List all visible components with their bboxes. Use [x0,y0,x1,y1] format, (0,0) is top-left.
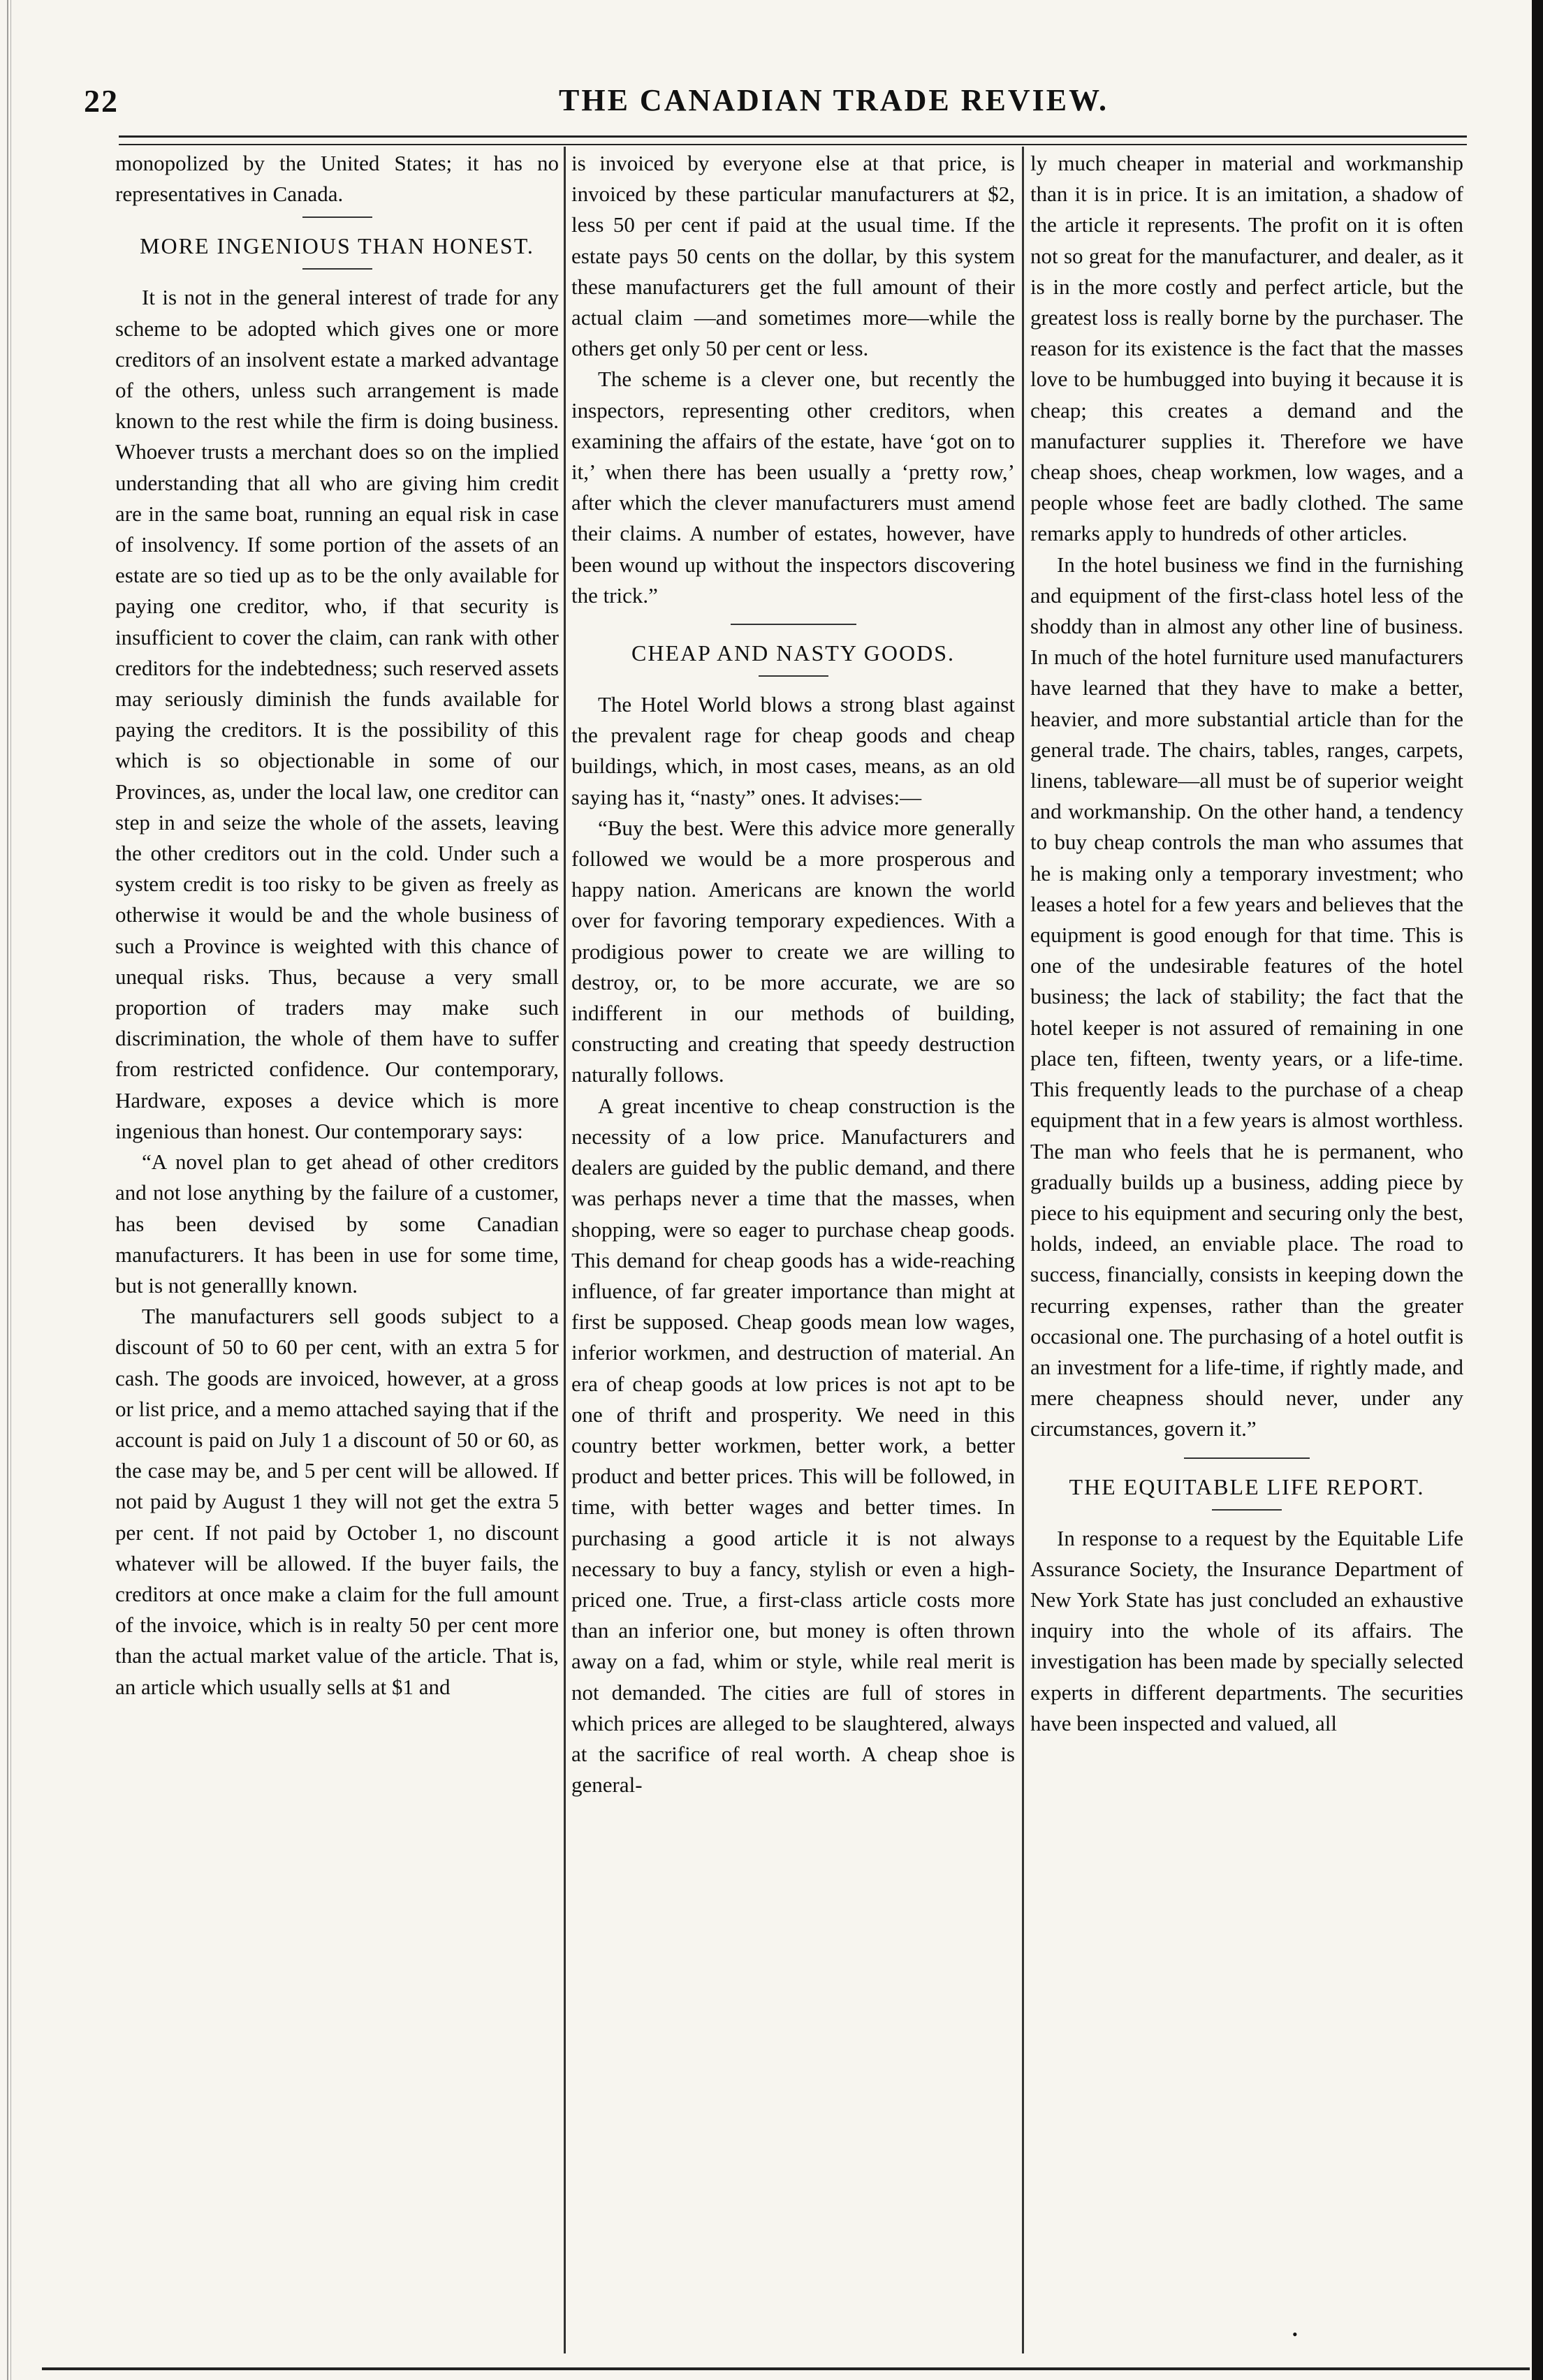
section-rule [302,268,372,270]
section-rule [1212,1509,1282,1511]
scan-right-edge [1532,0,1543,2380]
scan-left-edge [7,0,14,2380]
paragraph: It is not in the general interest of trade for any scheme to be adopted which gives one or more creditors of an insolvent estate a marked advantage of the others, unless such arrangement is made known to the rest while the firm is doing business. Whoever trusts a merchant does so on the implied understanding that all who are giving him credit are in the same boat, running an equal risk in case of insolvency. If some portion of the assets of an estate are so tied up as to be the only available for paying one creditor, who, if that security is insufficient to cover the claim, can rank with other creditors for the indebtedness; such reserved assets may seriously diminish the funds available for paying the creditors. It is the possibility of this which is so objectionable in some of our Provinces, as, under the local law, one creditor can step in and seize the whole of the assets, leaving the other creditors out in the cold. Under such a system credit is too risky to be given as freely as otherwise it would be and the whole business of such a Province is weighted with this chance of unequal risks. Thus, because a very small proportion of traders may make such discrimination, the whole of them have to suffer from restricted confidence. Our contemporary, Hardware, exposes a device which is more ingenious than honest. Our contemporary says: [115,285,559,1143]
page-number: 22 [84,83,119,119]
article-heading-more-ingenious: MORE INGENIOUS THAN HONEST. [140,233,534,259]
paragraph: monopolized by the United States; it has no representatives in Canada. [115,151,559,207]
bottom-rule [42,2367,1530,2370]
section-rule [1184,1457,1310,1459]
publication-title: THE CANADIAN TRADE REVIEW. [559,83,1109,117]
column-2 [571,148,1015,2362]
article-heading-equitable-life: THE EQUITABLE LIFE REPORT. [1069,1474,1425,1499]
paragraph: “Buy the best. Were this advice more generally followed we would be a more prosperous and happy nation. Americans are known the world over for favoring temporary expediences. With a prodigious power to create we are willing to destroy, or, to be more accurate, we are so indifferent in our methods of building, constructing and creating that speedy destruction naturally follows. [571,815,1015,1087]
column-divider [564,147,566,2353]
paragraph: In response to a request by the Equitable Life Assurance Society, the Insurance Department of New York State has just concluded an exhaustive inquiry into the whole of its affairs. The investigation has been made by specially selected experts in different departments. The securities have been inspected and valued, all [1030,1525,1463,1735]
section-rule [759,675,828,677]
section-rule [302,216,372,218]
ornament-mark: • [1292,2326,1298,2343]
section-rule [731,624,856,625]
paragraph: The scheme is a clever one, but recently the inspectors, representing other creditors, when examining the affairs of the estate, have ‘got on to it,’ when there has been usually a ‘pretty row,’ after which the clever manufacturers must amend their claims. A number of estates, however, have been wound up without the inspectors discovering the trick.” [571,367,1015,608]
article-heading-cheap-and-nasty: CHEAP AND NASTY GOODS. [631,640,955,666]
column-3 [1030,148,1463,2362]
header-rule [119,135,1467,145]
column-1 [115,148,559,2362]
page-header [84,82,1474,131]
paragraph: “A novel plan to get ahead of other creditors and not lose anything by the failure of a customer, has been devised by some Canadian manufacturers. It has been in use for some time, but is not generallly known. [115,1149,559,1298]
paragraph: ly much cheaper in material and workmanship than it is in price. It is an imitation, a shadow of the article it represents. The profit on it is often not so great for the manufacturer, and dealer, as it is in the more costly and perfect article, but the greatest loss is really borne by the purchaser. The reason for its existence is the fact that the masses love to be humbugged into buying it because it is cheap; this creates a demand and the manufacturer supplies it. Therefore we have cheap shoes, cheap workmen, low wages, and a people whose feet are badly clothed. The same remarks apply to hundreds of other articles. [1030,151,1463,546]
paragraph: A great incentive to cheap construction is the necessity of a low price. Manufacturers and dealers are guided by the public demand, and there was perhaps never a time that the masses, when shopping, were so eager to purchase cheap goods. This demand for cheap goods has a wide-reaching influence, of far greater importance than might at first be supposed. Cheap goods mean low wages, inferior workmen, and destruction of material. An era of cheap goods at low prices is not apt to be one of thrift and prosperity. We need in this country better workmen, better work, a better product and better prices. This will be followed, in time, with better wages and better times. In purchasing a good article it is not always necessary to buy a fancy, stylish or even a high-priced one. True, a first-class article costs more than an inferior one, but money is often thrown away on a fad, whim or style, while real merit is not demanded. The cities are full of stores in which prices are alleged to be slaughtered, always at the sacrifice of real worth. A cheap shoe is general- [571,1093,1015,1798]
paragraph: The manufacturers sell goods subject to a discount of 50 to 60 per cent, with an extra 5 for cash. The goods are invoiced, however, at a gross or list price, and a memo attached saying that if the account is paid on July 1 a discount of 50 or 60, as the case may be, and 5 per cent will be allowed. If not paid by August 1 they will not get the extra 5 per cent. If not paid by October 1, no discount whatever will be allowed. If the buyer fails, the creditors at once make a claim for the full amount of the invoice, which is in realty 50 per cent more than the actual market value of the article. That is, an article which usually sells at $1 and [115,1304,559,1699]
paragraph: is invoiced by everyone else at that price, is invoiced by these particular manufacturers at $2, less 50 per cent if paid at the usual time. If the estate pays 50 cents on the dollar, by this system these manufacturers get the full amount of their actual claim —and sometimes more—while the others get only 50 per cent or less. [571,151,1015,361]
paragraph: The Hotel World blows a strong blast against the prevalent rage for cheap goods and cheap buildings, which, in most cases, means, as an old saying has it, “nasty” ones. It advises:— [571,692,1015,809]
column-divider [1022,147,1024,2353]
paragraph: In the hotel business we find in the furnishing and equipment of the first-class hotel less of the shoddy than in almost any other line of business. In much of the hotel furniture used manufacturers have learned that they have to make a better, heavier, and more substantial article than for the general trade. The chairs, tables, ranges, carpets, linens, tableware—all must be of superior weight and workmanship. On the other hand, a tendency to buy cheap controls the man who assumes that he is making only a temporary investment; who leases a hotel for a few years and believes that the equipment is good enough for that time. This is one of the undesirable features of the hotel business; the lack of stability; the fact that the hotel keeper is not assured of remaining in one place ten, fifteen, twenty years, or a life-time. This frequently leads to the purchase of a cheap equipment that in a few years is almost worthless. The man who feels that he is permanent, who gradually builds up a business, adding piece by piece to his equipment and securing only the best, holds, indeed, an enviable place. The road to success, financially, consists in keeping down the recurring expenses, rather than the greater occasional one. The purchasing of a hotel outfit is an investment for a life-time, if rightly made, and mere cheapness should never, under any circumstances, govern it.” [1030,552,1463,1441]
